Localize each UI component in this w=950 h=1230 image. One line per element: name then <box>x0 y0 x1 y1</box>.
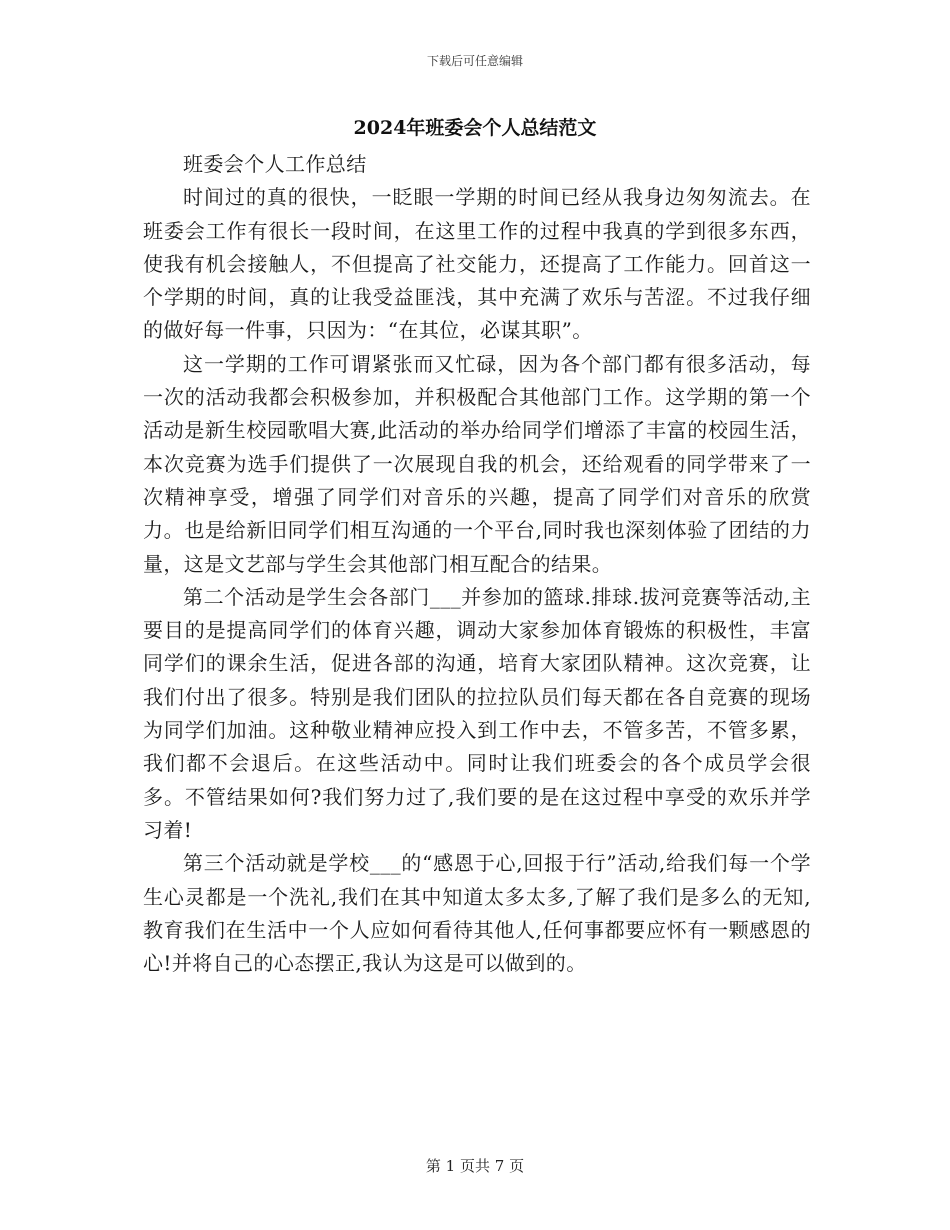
paragraph-2: 这一学期的工作可谓紧张而又忙碌，因为各个部门都有很多活动，每一次的活动我都会积极参加，并积极配合其他部门工作。这学期的第一个活动是新生校园歌唱大赛,此活动的举办给同学们增添了丰富的校园生活，本次竞赛为选手们提供了一次展现自我的机会，还给观看的同学带来了一次精神享受，增强了同学们对音乐的兴趣，提高了同学们对音乐的欣赏力。也是给新旧同学们相互沟通的一个平台,同时我也深刻体验了团结的力量，这是文艺部与学生会其他部门相互配合的结果。 <box>143 351 811 576</box>
page-header-note: 下载后可任意编辑 <box>426 54 523 68</box>
paragraph-3: 第二个活动是学生会各部门___并参加的篮球.排球.拔河竞赛等活动,主要目的是提高同学们的体育兴趣，调动大家参加体育锻炼的积极性，丰富同学们的课余生活，促进各部的沟通，培育大家团队精神。这次竞赛，让我们付出了很多。特别是我们团队的拉拉队员们每天都在各自竞赛的现场为同学们加油。这种敬业精神应投入到工作中去，不管多苦，不管多累，我们都不会退后。在这些活动中。同时让我们班委会的各个成员学会很多。不管结果如何?我们努力过了,我们要的是在这过程中享受的欢乐并学习着! <box>143 584 811 842</box>
document-title: 2024年班委会个人总结范文 <box>353 117 597 139</box>
paragraph-4: 第三个活动就是学校___的“感恩于心,回报于行”活动,给我们每一个学生心灵都是一个洗礼,我们在其中知道太多太多,了解了我们是多么的无知,教育我们在生活中一个人应如何看待其他人,任何事都要应怀有一颗感恩的心!并将自己的心态摆正,我认为这是可以做到的。 <box>143 851 811 976</box>
section-heading: 班委会个人工作总结 <box>183 152 367 176</box>
page-number-footer: 第 1 页共 7 页 <box>425 1157 525 1175</box>
paragraph-1: 时间过的真的很快，一眨眼一学期的时间已经从我身边匆匆流去。在班委会工作有很长一段时间，在这里工作的过程中我真的学到很多东西，使我有机会接触人，不但提高了社交能力，还提高了工作能力。回首这一个学期的时间，真的让我受益匪浅，其中充满了欢乐与苦涩。不过我仔细的做好每一件事，只因为：“在其位，必谋其职”。 <box>143 185 811 343</box>
document-body <box>143 148 811 980</box>
